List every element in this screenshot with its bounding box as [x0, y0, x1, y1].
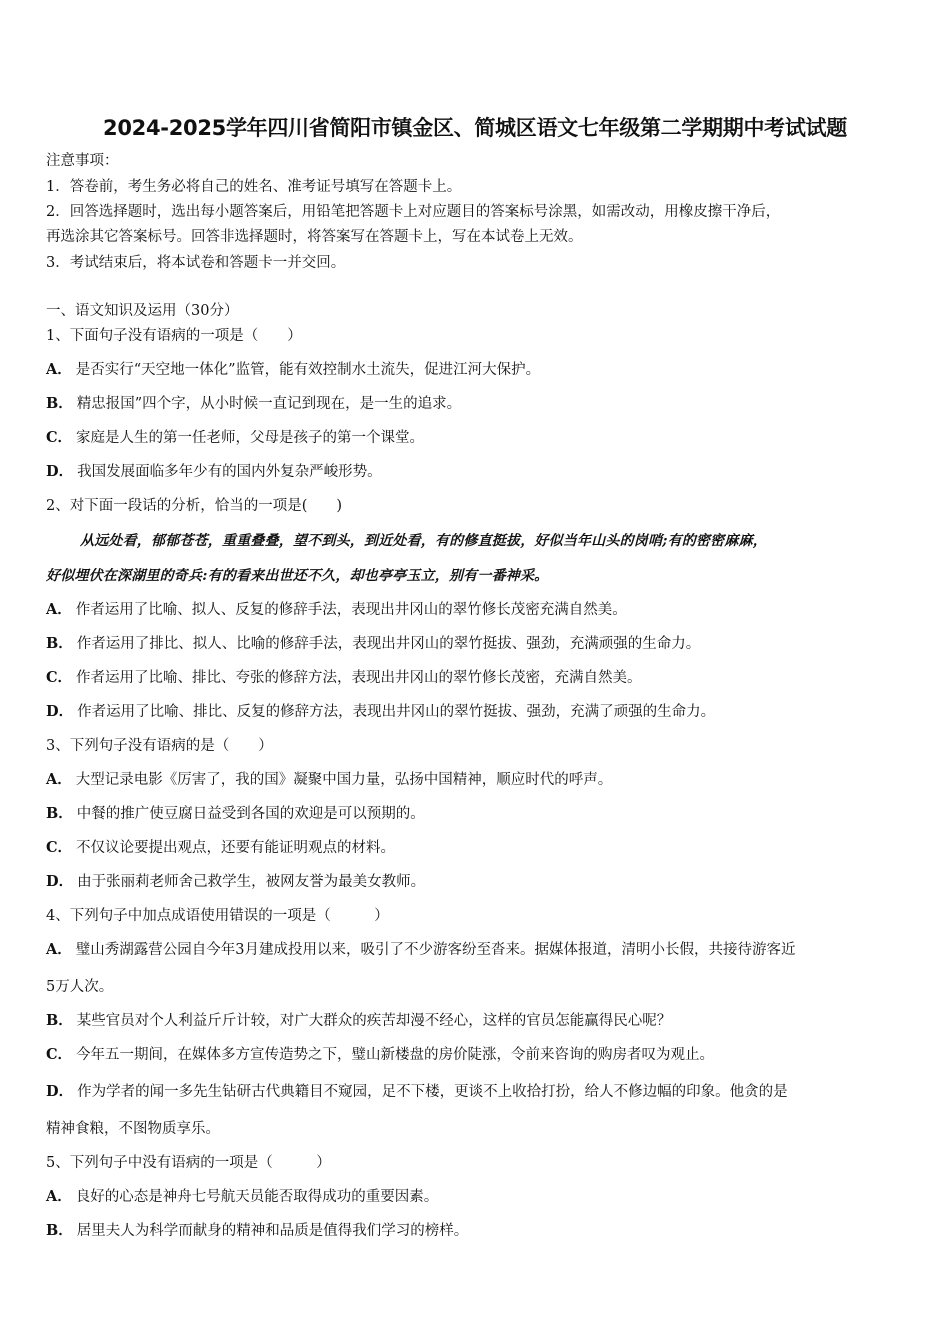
option-text: 家庭是人生的第一任老师，父母是孩子的第一个课堂。	[76, 430, 425, 446]
question-4-option-b	[46, 1011, 671, 1031]
option-text: 由于张丽莉老师舍己救学生，被网友誉为最美女教师。	[77, 874, 426, 890]
option-label: A．	[46, 771, 72, 788]
option-label: D．	[46, 463, 74, 480]
option-text: 不仅议论要提出观点，还要有能证明观点的材料。	[76, 840, 396, 856]
option-label: B．	[46, 395, 73, 412]
option-text: 良好的心态是神舟七号航天员能否取得成功的重要因素。	[75, 1189, 439, 1205]
option-label: B．	[46, 805, 73, 822]
option-text: 璧山秀湖露营公园自今年3月建成投用以来，吸引了不少游客纷至沓来。据媒体报道，清明小长假，共接待游客近	[75, 942, 796, 958]
option-label: B．	[46, 635, 73, 652]
page-title: 2024-2025学年四川省简阳市镇金区、简城区语文七年级第二学期期中考试试题	[103, 116, 847, 140]
option-text: 大型记录电影《厉害了，我的国》凝聚中国力量，弘扬中国精神，顺应时代的呼声。	[75, 772, 613, 788]
question-3-option-a	[46, 770, 612, 790]
option-text: 作者运用了比喻、排比、反复的修辞方法，表现出井冈山的翠竹挺拔、强劲，充满了顽强的生命力。	[77, 704, 716, 720]
option-text: 是否实行“天空地一体化”监管，能有效控制水土流失，促进江河大保护。	[75, 362, 541, 378]
option-text: 作为学者的闻一多先生钻研古代典籍目不窥园，足不下楼，更谈不上收拾打扮，给人不修边幅的印象。他贪的是	[77, 1084, 788, 1100]
option-text: 作者运用了比喻、排比、夸张的修辞方法，表现出井冈山的翠竹修长茂密，充满自然美。	[76, 670, 642, 686]
notice-item-3: 3．考试结束后，将本试卷和答题卡一并交回。	[46, 255, 346, 271]
notice-item-1: 1．答卷前，考生务必将自己的姓名、准考证号填写在答题卡上。	[46, 179, 462, 195]
question-2-passage-line-1: 从远处看，郁郁苍苍，重重叠叠，望不到头，到近处看，有的修直挺拔，好似当年山头的岗哨;有的密密麻麻，	[80, 533, 767, 549]
option-label: B．	[46, 1222, 73, 1239]
option-text: 精忠报国”四个字，从小时候一直记到现在，是一生的追求。	[76, 396, 462, 412]
option-label: D．	[46, 703, 74, 720]
option-label: C．	[46, 839, 73, 856]
question-3-option-d	[46, 872, 425, 892]
question-1-option-a	[46, 360, 540, 380]
option-label: C．	[46, 429, 73, 446]
option-text: 作者运用了比喻、拟人、反复的修辞手法，表现出井冈山的翠竹修长茂密充满自然美。	[75, 602, 627, 618]
question-4-option-d-continued: 精神食粮，不图物质享乐。	[46, 1121, 220, 1137]
option-label: A．	[46, 601, 72, 618]
option-text: 某些官员对个人利益斤斤计较，对广大群众的疾苦却漫不经心，这样的官员怎能赢得民心呢？	[76, 1013, 672, 1029]
question-1-option-c	[46, 428, 424, 448]
option-label: B．	[46, 1012, 73, 1029]
question-2-option-c	[46, 668, 642, 688]
question-2-option-a	[46, 600, 627, 620]
question-4-option-c	[46, 1045, 714, 1065]
question-4-option-d	[46, 1082, 788, 1102]
question-1-option-d	[46, 462, 382, 482]
option-text: 我国发展面临多年少有的国内外复杂严峻形势。	[77, 464, 382, 480]
question-1-option-b	[46, 394, 461, 414]
question-4-stem: 4、下列句子中加点成语使用错误的一项是（ ）	[46, 908, 389, 924]
question-3-stem: 3、下列句子没有语病的是（ ）	[46, 738, 273, 754]
option-label: A．	[46, 361, 72, 378]
option-label: C．	[46, 1046, 73, 1063]
option-text: 中餐的推广使豆腐日益受到各国的欢迎是可以预期的。	[76, 806, 425, 822]
question-2-option-d	[46, 702, 715, 722]
notice-heading: 注意事项：	[46, 153, 119, 169]
question-4-option-a	[46, 940, 796, 960]
option-label: D．	[46, 873, 74, 890]
option-label: A．	[46, 1188, 72, 1205]
option-text: 作者运用了排比、拟人、比喻的修辞手法，表现出井冈山的翠竹挺拔、强劲，充满顽强的生命力。	[76, 636, 701, 652]
option-label: A．	[46, 941, 72, 958]
option-label: D．	[46, 1083, 74, 1100]
question-2-option-b	[46, 634, 700, 654]
option-text: 居里夫人为科学而献身的精神和品质是值得我们学习的榜样。	[76, 1223, 469, 1239]
question-5-option-b	[46, 1221, 468, 1241]
notice-item-2-line-2: 再选涂其它答案标号。回答非选择题时，将答案写在答题卡上，写在本试卷上无效。	[46, 229, 583, 245]
question-3-option-c	[46, 838, 395, 858]
question-2-stem: 2、对下面一段话的分析，恰当的一项是( )	[46, 498, 343, 514]
question-1-stem: 1、下面句子没有语病的一项是（ ）	[46, 328, 302, 344]
question-5-option-a	[46, 1187, 438, 1207]
notice-item-2-line-1: 2．回答选择题时，选出每小题答案后，用铅笔把答题卡上对应题目的答案标号涂黑，如需改动，用橡皮擦干净后，	[46, 204, 781, 220]
question-3-option-b	[46, 804, 425, 824]
question-5-stem: 5、下列句子中没有语病的一项是（ ）	[46, 1155, 331, 1171]
question-2-passage-line-2: 好似埋伏在深湖里的奇兵:有的看来出世还不久，却也亭亭玉立，别有一番神采。	[46, 568, 549, 584]
section-heading: 一、语文知识及运用（30分）	[46, 303, 239, 319]
question-4-option-a-continued: 5万人次。	[46, 979, 114, 995]
option-label: C．	[46, 669, 73, 686]
option-text: 今年五一期间，在媒体多方宣传造势之下，璧山新楼盘的房价陡涨，令前来咨询的购房者叹为观止。	[76, 1047, 715, 1063]
